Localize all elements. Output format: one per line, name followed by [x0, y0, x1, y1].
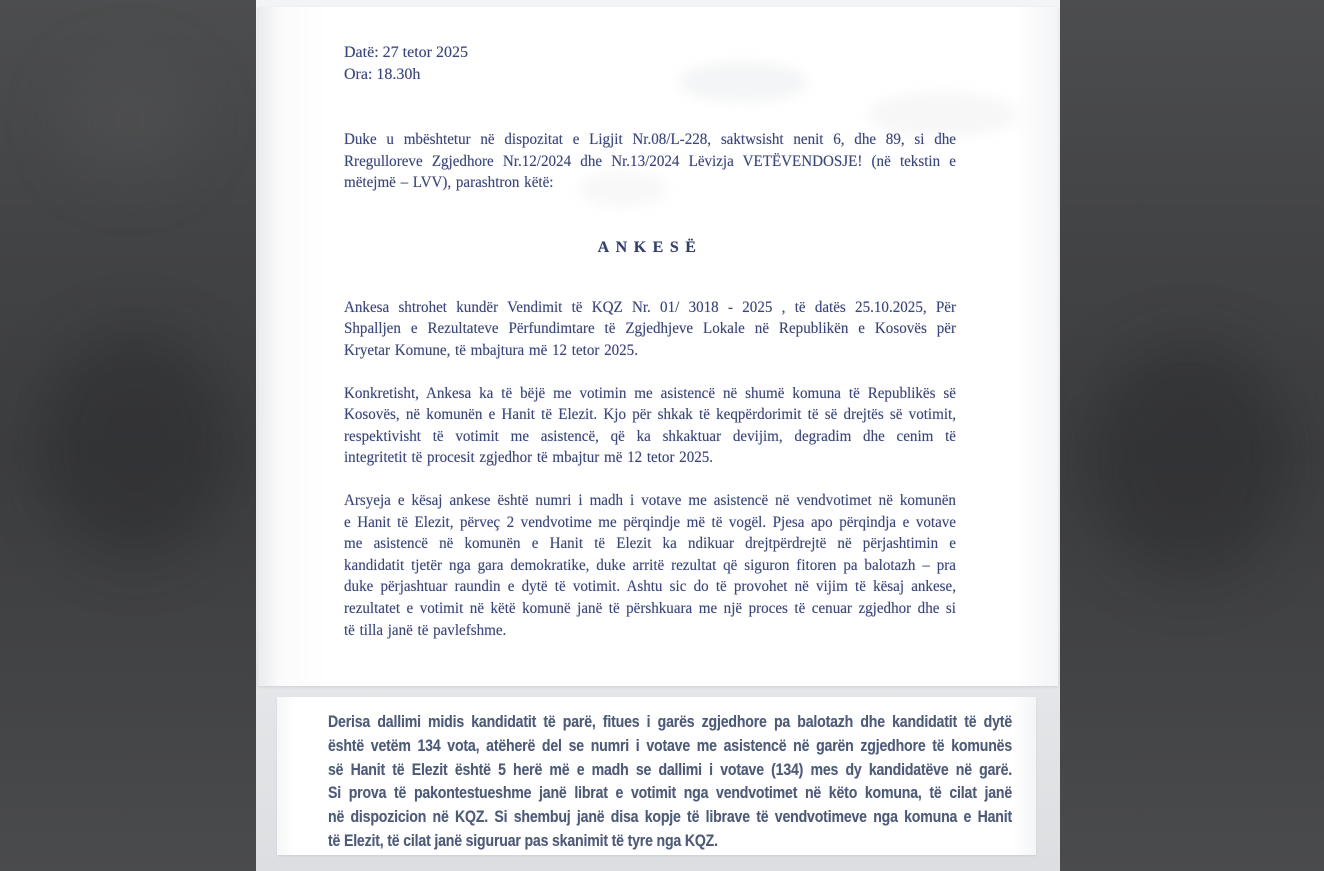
text-line: së Hanit të Elezit është 5 herë më e madh se dallimi i votave (134) mes dy kandidatëve në garë. — [328, 760, 1012, 779]
excerpt-lines — [328, 711, 1012, 854]
paragraph-concrete-claim — [344, 383, 956, 469]
text-line: Shpalljen e Rezultateve Përfundimtare të Zgjedhjeve Lokale në Republikën e Kosovës për — [344, 320, 956, 338]
excerpt-body — [328, 711, 1012, 854]
text-line: mëtejmë – LVV), parashtron këtë: — [344, 174, 554, 192]
text-line: Kryetar Komune, të mbajtura më 12 tetor 2025. — [344, 341, 638, 359]
paragraph-lines — [344, 490, 956, 641]
text-line: e Hanit të Elezit, përveç 2 vendvotime me përqindje më të vogël. Pjesa apo përqindja e votave — [344, 513, 956, 531]
paragraph-reasoning — [344, 490, 956, 641]
text-line: Rregulloreve Zgjedhore Nr.12/2024 dhe Nr.13/2024 Lëvizja VETËVENDOSJE! (në tekstin e — [344, 152, 956, 170]
text-line: Ankesa shtrohet kundër Vendimit të KQZ Nr. 01/ 3018 - 2025 , të datës 25.10.2025, Për — [344, 298, 956, 316]
text-line: Arsyeja e kësaj ankese është numri i madh i votave me asistencë në vendvotimet në komunën — [344, 491, 956, 509]
date-line: Datë: 27 tetor 2025 — [344, 44, 468, 61]
text-line: me asistencë në komunën e Hanit të Elezit ka ndikuar drejtpërdrejtë në përjashtimin e — [344, 535, 956, 553]
intro-paragraph-lines — [344, 129, 956, 194]
document-title: ANKESË — [597, 238, 703, 256]
backdrop-blob — [40, 330, 230, 560]
paragraph-lines — [344, 297, 956, 362]
intro-paragraph — [344, 129, 956, 194]
text-line: Derisa dallimi midis kandidatit të parë, fitues i garës zgjedhore pa balotazh dhe kandidatit të dytë — [328, 713, 1012, 731]
text-line: Kosovës, në komunën e Hanit të Elezit. Kjo për shkak të keqpërdorimit të së drejtës së votimit, — [344, 406, 956, 424]
text-line: respektivisht të votimit me asistencë, që ka shkaktuar devijim, degradim dhe cenim të — [344, 427, 956, 445]
document-canvas — [256, 0, 1060, 871]
time-line: Ora: 18.30h — [344, 66, 421, 83]
date-time-block — [344, 42, 956, 86]
backdrop-blob — [60, 60, 200, 180]
text-line: në dispozicion në KQZ. Si shembuj janë disa kopje të librave të vendvotimeve nga komuna e Hanit — [328, 808, 1012, 827]
text-line: duke përjashtuar raundin e dytë të votimit. Ashtu sic do të provohet në vijim të kësaj ankese, — [344, 578, 956, 596]
text-line: është vetëm 134 vota, atëherë del se numri i votave me asistencë në garën zgjedhore të komunës — [328, 736, 1012, 755]
excerpt-block — [277, 697, 1036, 855]
text-line: të Elezit, të cilat janë siguruar pas skanimit të tyre nga KQZ. — [328, 831, 718, 850]
complaint-document-page — [258, 7, 1058, 686]
backdrop-blob — [1090, 340, 1290, 580]
text-line: të tilla janë të pavlefshme. — [344, 621, 507, 639]
paragraph-appeal-subject — [344, 297, 956, 362]
text-line: integritetit të procesit zgjedhor të mbajtur më 12 tetor 2025. — [344, 449, 714, 467]
text-line: Konkretisht, Ankesa ka të bëjë me votimin me asistencë në shumë komuna të Republikës së — [344, 384, 956, 402]
paragraph-lines — [344, 383, 956, 469]
text-line: rezultatet e votimit në këtë komunë janë të përshkuara me një proces të cenuar zgjedhor dhe si — [344, 599, 956, 617]
text-line: Duke u mbështetur në dispozitat e Ligjit Nr.08/L-228, saktwsisht nenit 6, dhe 89, si dhe — [344, 131, 956, 148]
document-body — [344, 42, 956, 662]
text-line: kandidatit tjetër nga gara demokratike, duke arritë rezultat që siguron fitoren pa balotazh – pra — [344, 556, 956, 574]
text-line: Si prova të pakontestueshme janë librat e votimit nga vendvotimet në këto komuna, të cilat janë — [328, 784, 1012, 803]
